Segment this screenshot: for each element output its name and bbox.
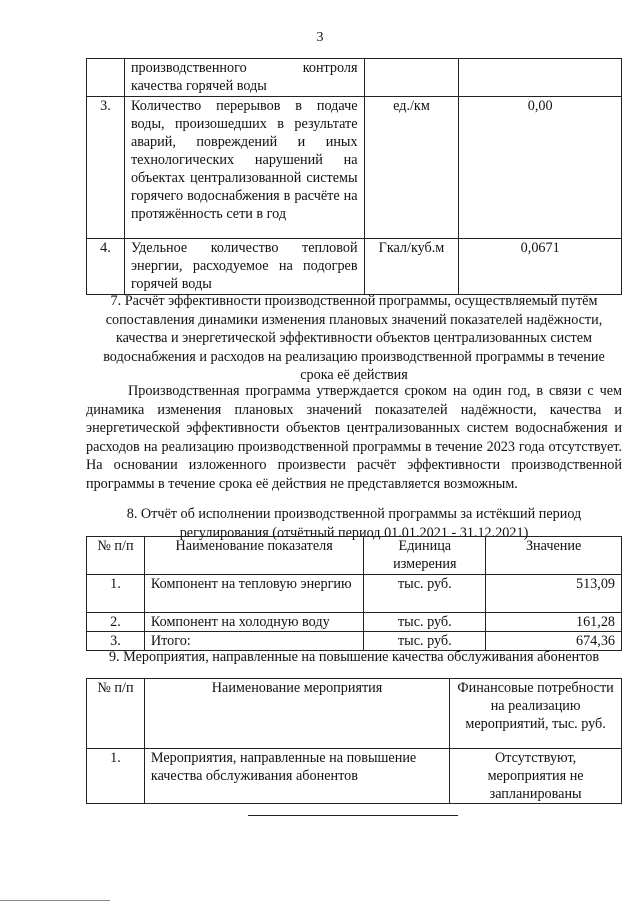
table-row: [87, 239, 622, 295]
indicator-unit: ед./км: [364, 97, 459, 239]
row-unit: тыс. руб.: [364, 613, 486, 632]
footer-divider: [0, 900, 110, 901]
table-header-row: [87, 679, 622, 749]
indicator-unit: Гкал/куб.м: [364, 239, 459, 295]
header-unit: Единица измерения: [364, 537, 486, 575]
table-header-row: [87, 537, 622, 575]
header-name: Наименование показателя: [144, 537, 364, 575]
section-7-heading: 7. Расчёт эффективности производственной программы, осуществляемый путём сопоставления динамики изменения плановых значений показателей надёжности, качества и энергетической эффективности объектов централизованных систем водоснабжения и расходов на реализацию производственной программы в течение срока её действия: [103, 293, 605, 383]
indicator-name: производственного контроля качества горячей воды: [124, 59, 364, 97]
row-number: 1.: [87, 575, 145, 613]
indicator-name: Удельное количество тепловой энергии, расходуемое на подогрев горячей воды: [124, 239, 364, 295]
row-value: 674,36: [486, 632, 622, 651]
table-row: [87, 59, 622, 97]
row-number: 3.: [87, 632, 145, 651]
indicator-value: 0,00: [459, 97, 622, 239]
row-unit: тыс. руб.: [364, 632, 486, 651]
table-row: [87, 613, 622, 632]
table-row: [87, 97, 622, 239]
indicator-value: [459, 59, 622, 97]
row-number: 3.: [87, 97, 125, 239]
row-value: 513,09: [486, 575, 622, 613]
row-number: [87, 59, 125, 97]
table-row: [87, 575, 622, 613]
section-8-heading: 8. Отчёт об исполнении производственной программы за истёкший период регулирования (отчётный период 01.01.2021 - 31.12.2021): [126, 506, 582, 541]
header-number: № п/п: [87, 679, 145, 749]
section-7-paragraph: Производственная программа утверждается сроком на один год, в связи с чем динамика изменения плановых значений показателей надёжности, качества и энергетической эффективности объектов централизованных систем водоснабжения и расходов на реализацию производственной программы в течение 2023 года отсутствует. На основании изложенного произвести расчёт эффективности производственной программы в течение срока её действия не представляется возможным.: [86, 383, 622, 492]
indicator-name: Количество перерывов в подаче воды, произошедших в результате аварий, повреждений и иных технологических нарушений на объектах централизованной системы горячего водоснабжения в расчёте на протяжённость сети в год: [124, 97, 364, 239]
closing-divider: [248, 815, 458, 816]
indicator-unit: [364, 59, 459, 97]
page-number: 3: [316, 30, 324, 45]
header-value: Значение: [486, 537, 622, 575]
row-name: Итого:: [144, 632, 364, 651]
row-value: 161,28: [486, 613, 622, 632]
header-name: Наименование мероприятия: [144, 679, 449, 749]
table-row: [87, 749, 622, 804]
row-value: Отсутствуют, мероприятия не запланированы: [450, 749, 622, 804]
row-number: 2.: [87, 613, 145, 632]
row-name: Мероприятия, направленные на повышение качества обслуживания абонентов: [144, 749, 449, 804]
indicator-value: 0,0671: [459, 239, 622, 295]
row-name: Компонент на тепловую энергию: [144, 575, 364, 613]
row-number: 1.: [87, 749, 145, 804]
header-value: Финансовые потребности на реализацию мероприятий, тыс. руб.: [450, 679, 622, 749]
indicators-table: [86, 58, 622, 295]
row-unit: тыс. руб.: [364, 575, 486, 613]
measures-table: [86, 678, 622, 804]
row-number: 4.: [87, 239, 125, 295]
header-number: № п/п: [87, 537, 145, 575]
row-name: Компонент на холодную воду: [144, 613, 364, 632]
report-table: [86, 536, 622, 651]
section-9-heading: 9. Мероприятия, направленные на повышение качества обслуживания абонентов: [108, 649, 600, 665]
